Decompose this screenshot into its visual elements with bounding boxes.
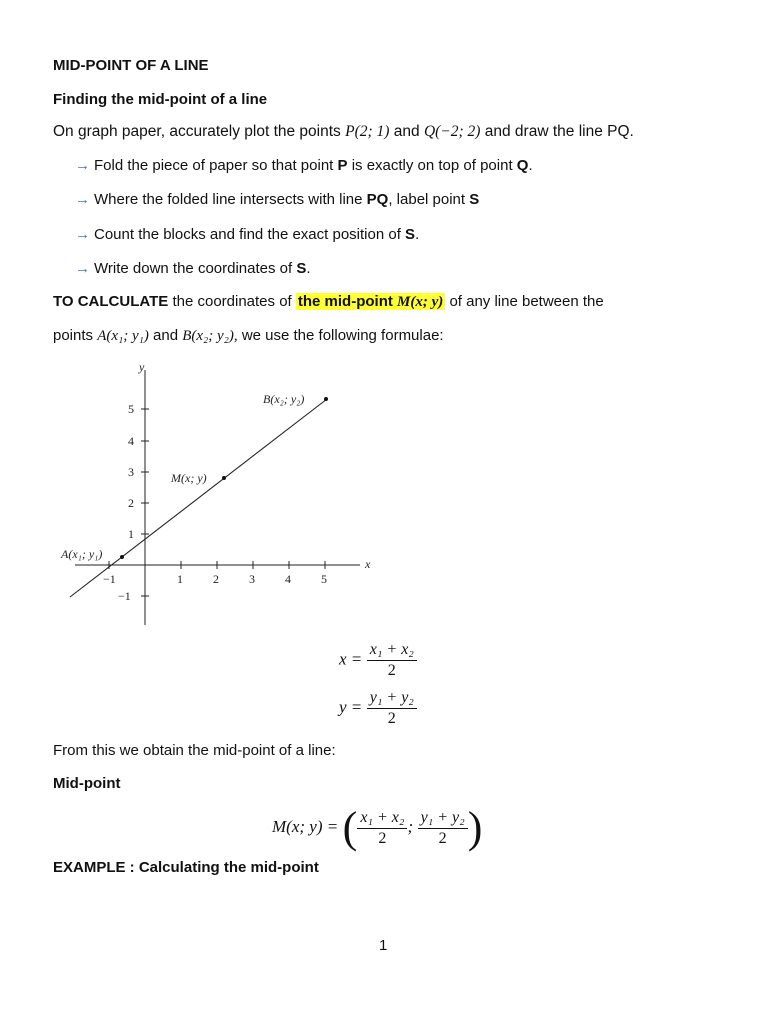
obtain-text: From this we obtain the mid-point of a line:: [53, 742, 336, 759]
label-a: A(x₁; y₁): [61, 547, 103, 561]
arrow-icon: →: [75, 157, 90, 174]
line-ab: [70, 399, 327, 597]
point-a: [120, 555, 124, 559]
y-tick-label: 3: [128, 465, 134, 479]
x-tick-label: 3: [249, 572, 255, 586]
label-b: B(x₂; y₂): [263, 392, 305, 406]
highlight-midpoint: the mid-point M(x; y): [297, 293, 444, 310]
page-number: 1: [379, 937, 388, 954]
y-tick-label: 1: [128, 527, 134, 541]
y-tick-label: 4: [128, 434, 134, 448]
section-subheading: Finding the mid-point of a line: [53, 91, 268, 108]
calc-line-1: TO CALCULATE the coordinates of the mid-point M(x; y) of any line between the: [53, 293, 604, 310]
x-tick-label: 1: [177, 572, 183, 586]
x-tick-label: −1: [103, 572, 116, 586]
x-tick-label: 4: [285, 572, 291, 586]
label-m: M(x; y): [171, 471, 207, 485]
formula-y: y = $\frac{\text{y₁ + y₂}}{2}$: [339, 688, 417, 729]
x-axis-label: x: [365, 557, 371, 571]
y-tick-label: 2: [128, 496, 134, 510]
intro-paragraph: On graph paper, accurately plot the points P(2; 1) and Q(−2; 2) and draw the line PQ.: [53, 123, 634, 140]
x-tick-label: 5: [321, 572, 327, 586]
point-m: [222, 476, 226, 480]
formula-midpoint: M(x; y) = ( $\frac{\text{x₁ + x₂}}{2}$ ; $\frac{\text{y₁ + y₂}}{2}$ ): [272, 803, 483, 852]
y-tick-label: −1: [118, 589, 131, 603]
midpoint-heading: Mid-point: [53, 775, 121, 792]
step-item: → Write down the coordinates of S.: [75, 260, 311, 277]
example-heading: EXAMPLE : Calculating the mid-point: [53, 859, 319, 876]
y-axis-label: y: [139, 360, 145, 374]
step-item: → Where the folded line intersects with line PQ, label point S: [75, 191, 480, 208]
coordinate-graph: [55, 355, 375, 635]
y-tick-label: 5: [128, 402, 134, 416]
arrow-icon: →: [75, 260, 90, 277]
step-item: → Count the blocks and find the exact position of S.: [75, 226, 420, 243]
calc-line-2: points A(x₁; y₁) and B(x₂; y₂), we use the following formulae:: [53, 327, 444, 344]
step-item: → Fold the piece of paper so that point P is exactly on top of point Q.: [75, 157, 533, 174]
point-b: [324, 397, 328, 401]
formula-x: x = $\frac{\text{x₁ + x₂}}{2}$: [339, 640, 417, 681]
page-heading: MID-POINT OF A LINE: [53, 57, 209, 74]
arrow-icon: →: [75, 226, 90, 243]
arrow-icon: →: [75, 191, 90, 208]
x-tick-label: 2: [213, 572, 219, 586]
